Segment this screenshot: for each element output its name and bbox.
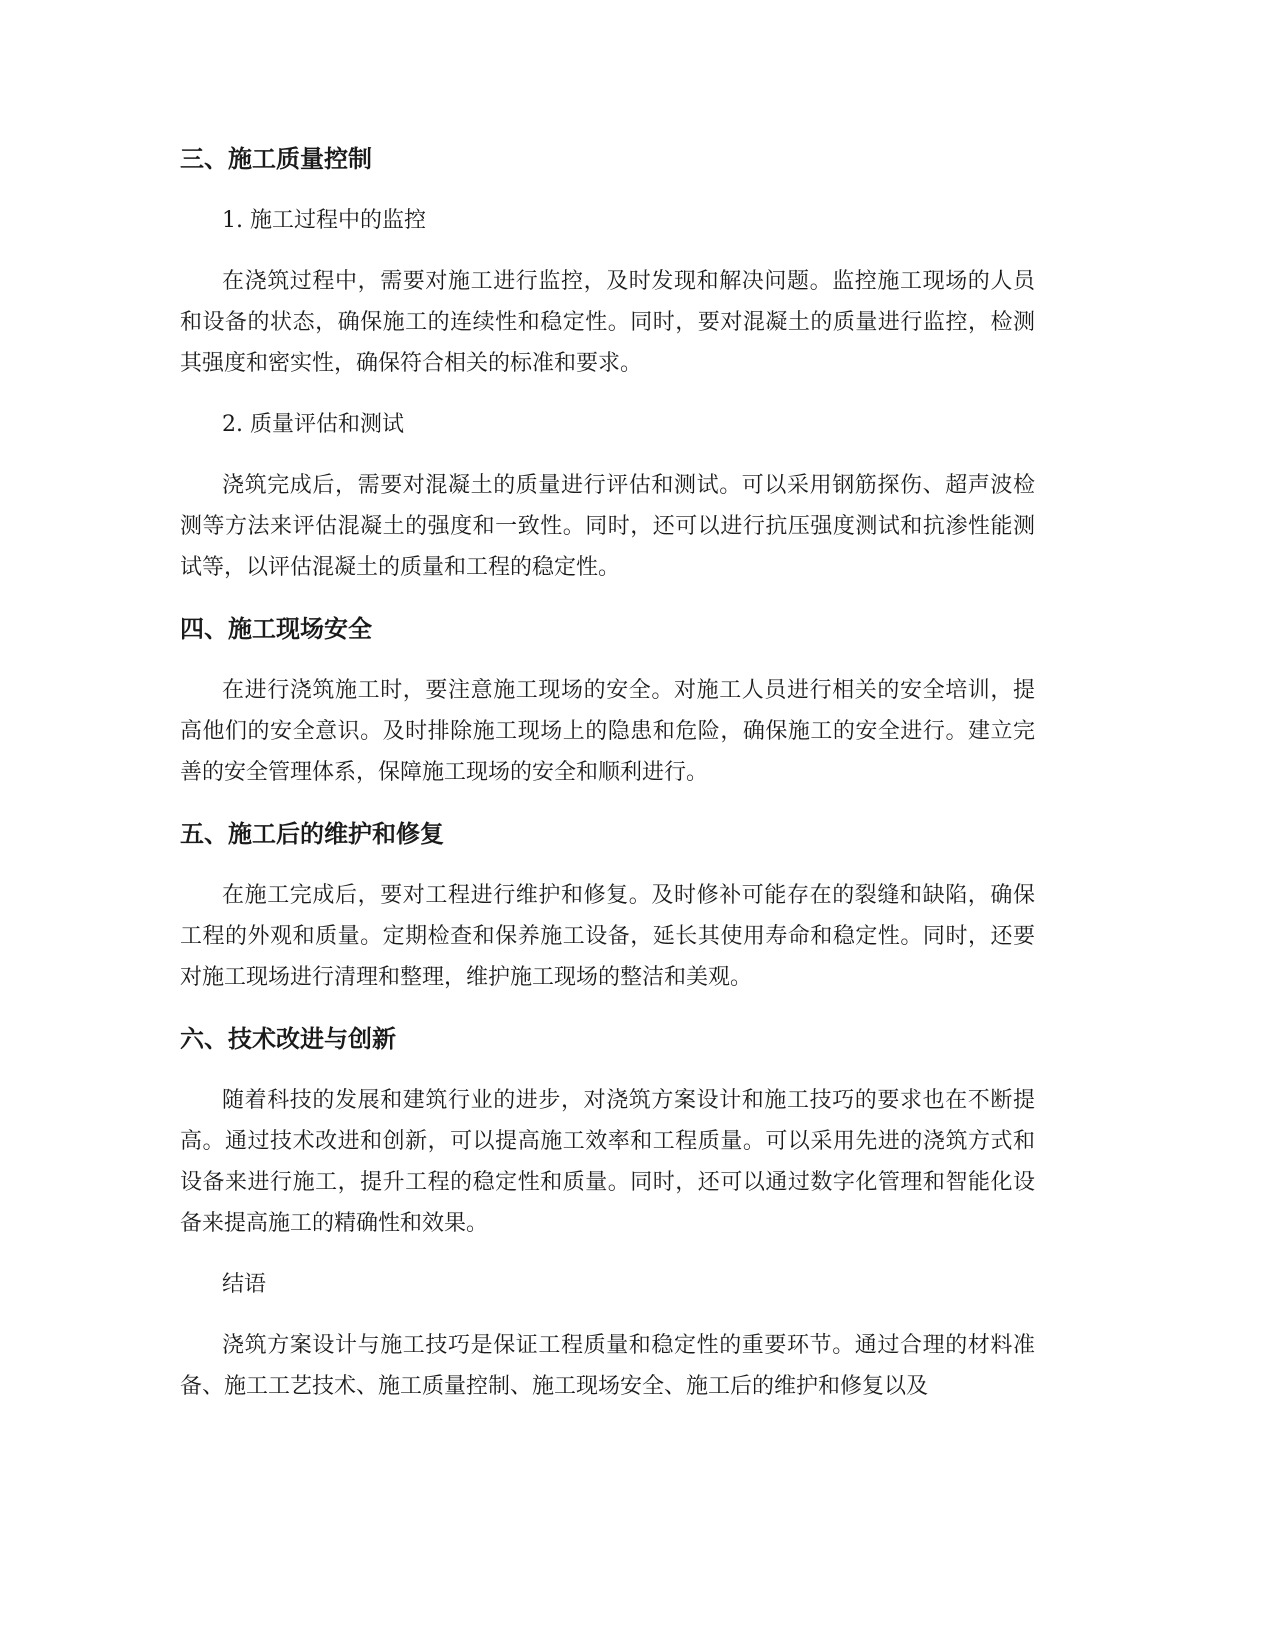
paragraph-site-safety: 在进行浇筑施工时，要注意施工现场的安全。对施工人员进行相关的安全培训，提高他们的安全意识。及时排除施工现场上的隐患和危险，确保施工的安全进行。建立完善的安全管理体系，保障施工现场的安全和顺利进行。 — [180, 678, 1035, 785]
document-page — [180, 138, 1035, 1427]
paragraph-conclusion: 浇筑方案设计与施工技巧是保证工程质量和稳定性的重要环节。通过合理的材料准备、施工工艺技术、施工质量控制、施工现场安全、施工后的维护和修复以及 — [180, 1333, 1035, 1399]
paragraph-construction-monitoring: 在浇筑过程中，需要对施工进行监控，及时发现和解决问题。监控施工现场的人员和设备的状态，确保施工的连续性和稳定性。同时，要对混凝土的质量进行监控，检测其强度和密实性，确保符合相关的标准和要求。 — [180, 269, 1035, 376]
section-heading-tech-innovation: 六、技术改进与创新 — [180, 1025, 396, 1053]
subheading-quality-testing: 2. 质量评估和测试 — [222, 412, 404, 437]
section-heading-maintenance-repair: 五、施工后的维护和修复 — [180, 820, 444, 848]
subheading-construction-monitoring: 1. 施工过程中的监控 — [222, 208, 426, 233]
conclusion-title: 结语 — [222, 1272, 267, 1297]
paragraph-quality-testing: 浇筑完成后，需要对混凝土的质量进行评估和测试。可以采用钢筋探伤、超声波检测等方法来评估混凝土的强度和一致性。同时，还可以进行抗压强度测试和抗渗性能测试等，以评估混凝土的质量和工程的稳定性。 — [180, 473, 1035, 580]
paragraph-tech-innovation: 随着科技的发展和建筑行业的进步，对浇筑方案设计和施工技巧的要求也在不断提高。通过技术改进和创新，可以提高施工效率和工程质量。可以采用先进的浇筑方式和设备来进行施工，提升工程的稳定性和质量。同时，还可以通过数字化管理和智能化设备来提高施工的精确性和效果。 — [180, 1088, 1035, 1236]
paragraph-maintenance-repair: 在施工完成后，要对工程进行维护和修复。及时修补可能存在的裂缝和缺陷，确保工程的外观和质量。定期检查和保养施工设备，延长其使用寿命和稳定性。同时，还要对施工现场进行清理和整理，维护施工现场的整洁和美观。 — [180, 883, 1035, 990]
section-heading-site-safety: 四、施工现场安全 — [180, 615, 372, 643]
section-heading-quality-control: 三、施工质量控制 — [180, 145, 372, 173]
